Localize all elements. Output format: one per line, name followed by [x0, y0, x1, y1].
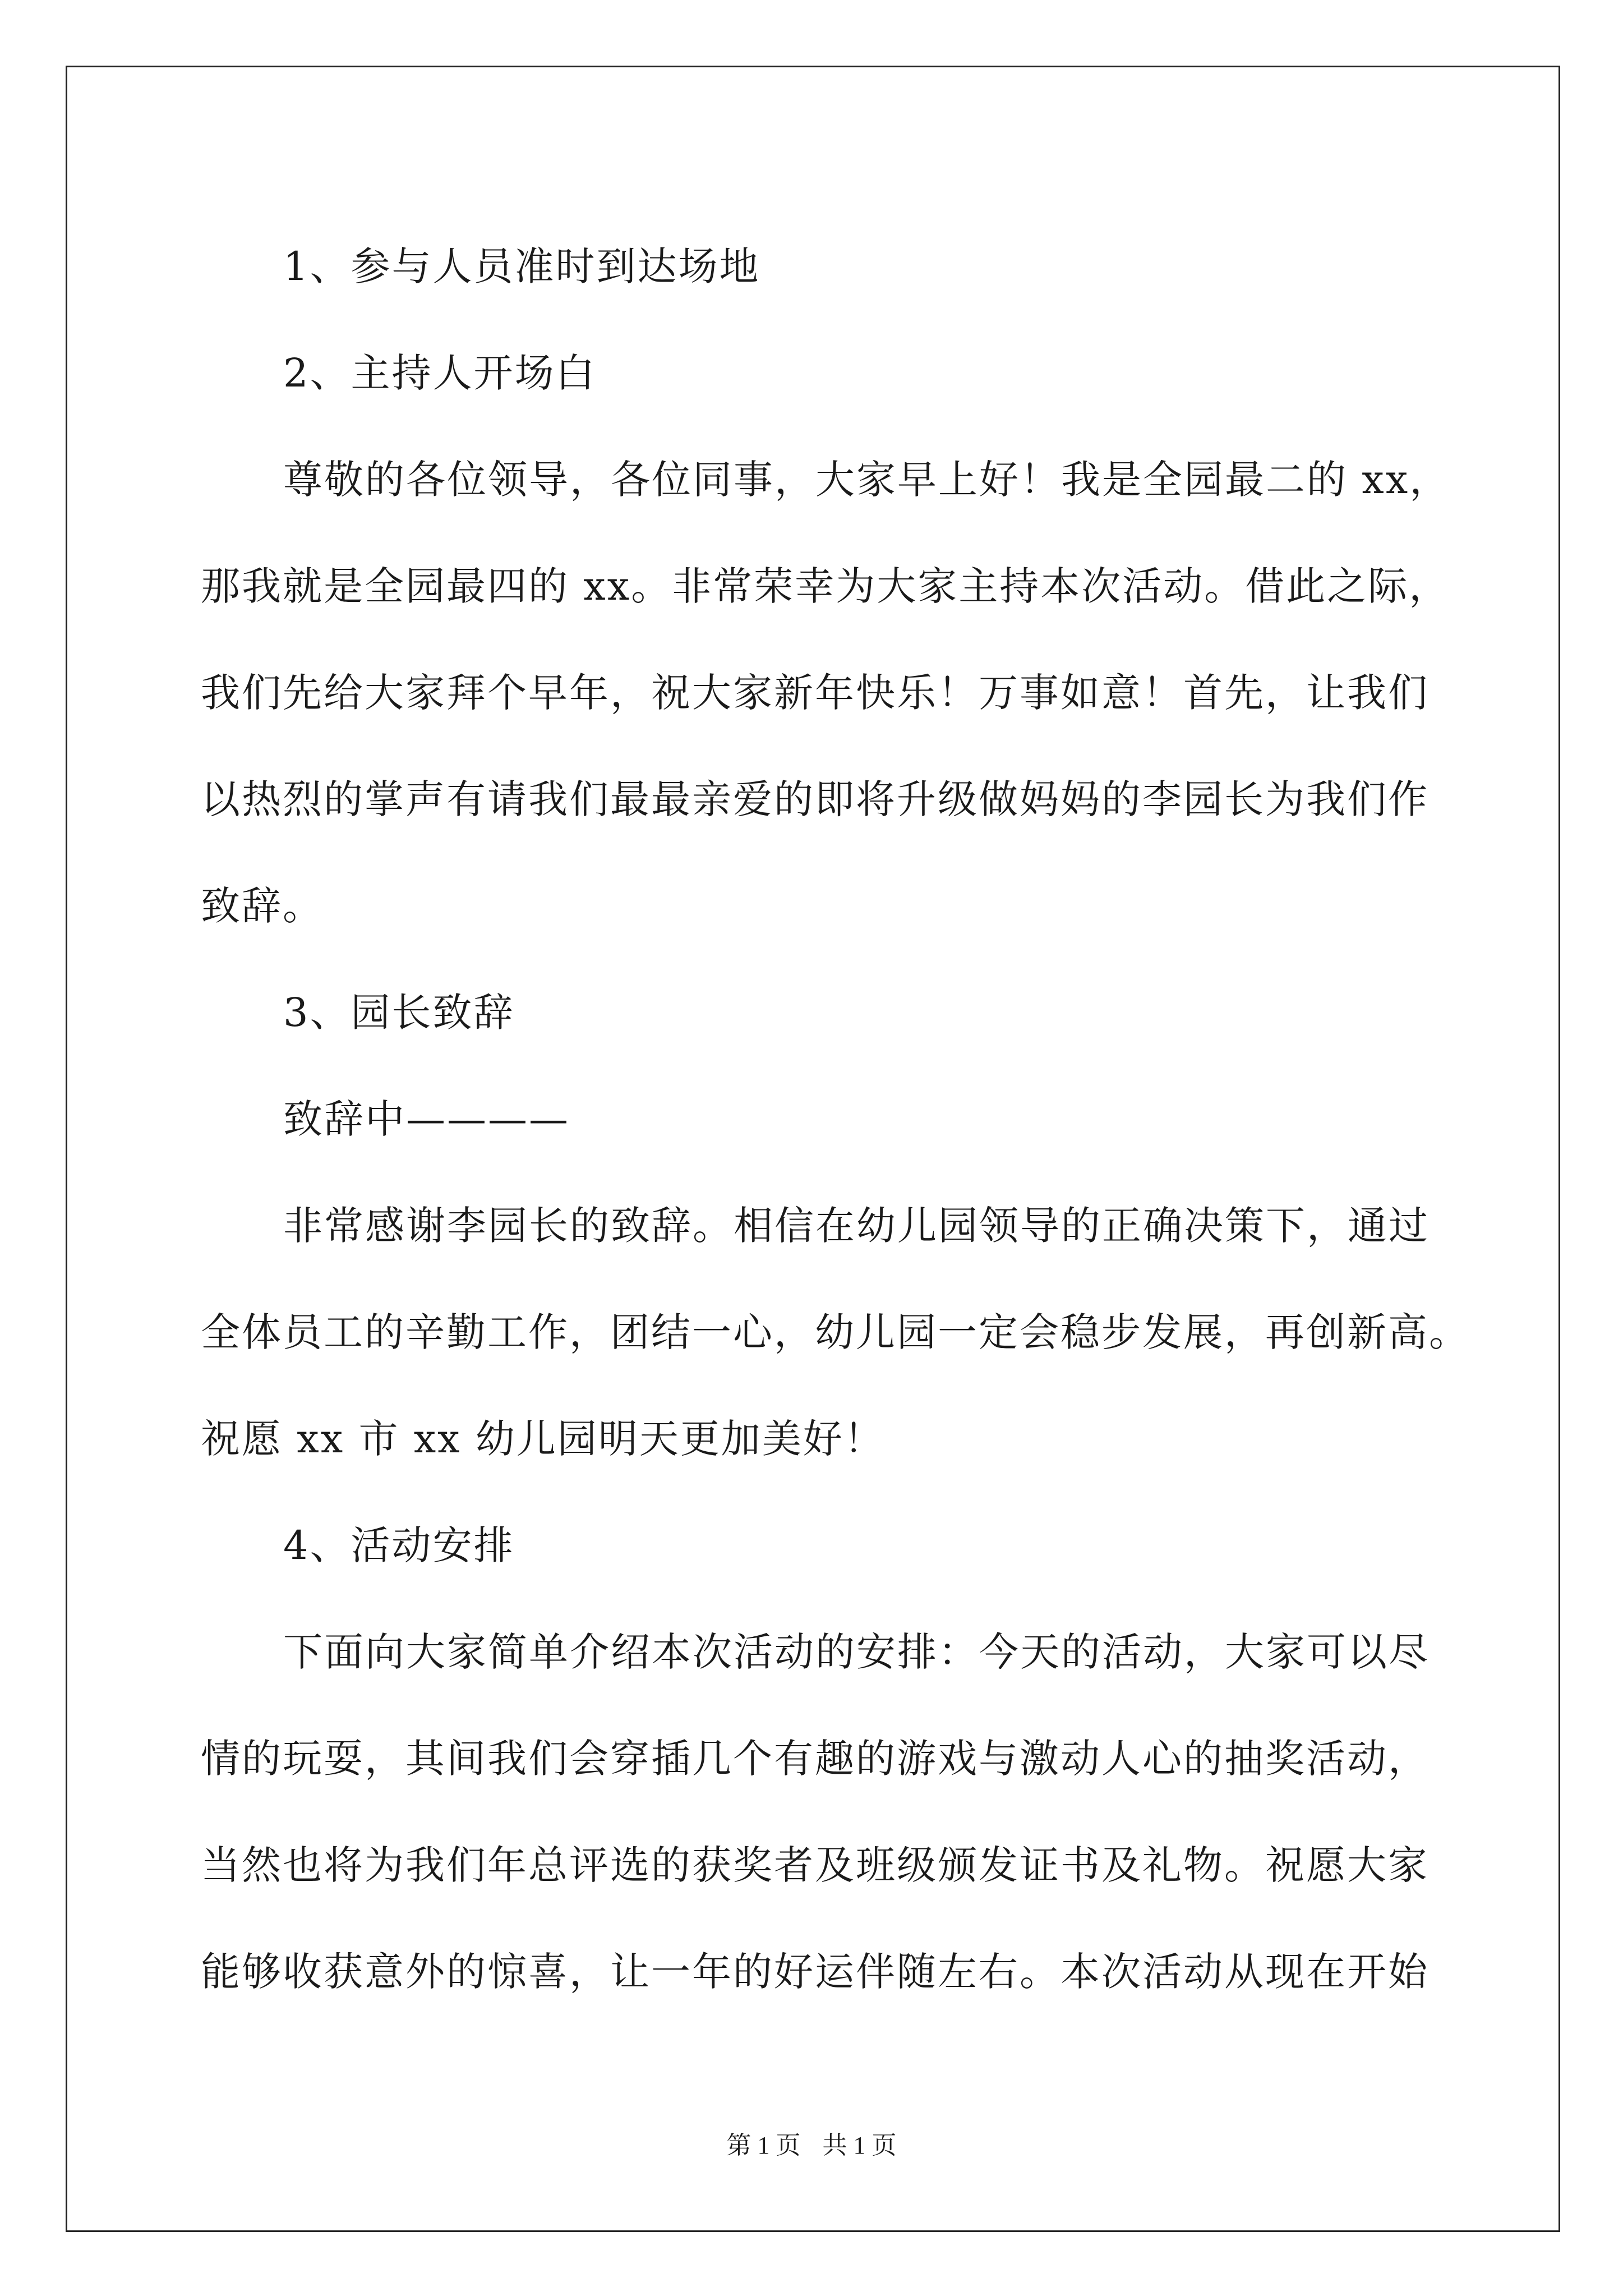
text-line: 致辞中———— — [283, 1096, 570, 1142]
text-line: 祝愿 xx 市 xx 幼儿园明天更加美好！ — [201, 1416, 885, 1462]
page-footer — [0, 2125, 1623, 2161]
list-item-arrival — [201, 213, 1457, 320]
text-line: 非常感谢李园长的致辞。相信在幼儿园领导的正确决策下，通过 — [283, 1203, 1430, 1249]
text-line: 那我就是全园最四的 xx。非常荣幸为大家主持本次活动。借此之际， — [201, 563, 1450, 609]
paragraph-opening-speech — [201, 426, 1457, 959]
paragraph-arrangement-details — [201, 1599, 1457, 2025]
text-line: 能够收获意外的惊喜，让一年的好运伴随左右。本次活动从现在开始 — [201, 1949, 1429, 1995]
text-line: 情的玩耍，其间我们会穿插几个有趣的游戏与激动人心的抽奖活动， — [201, 1736, 1429, 1782]
list-item-host-opening — [201, 320, 1457, 426]
text-line: 下面向大家简单介绍本次活动的安排：今天的活动，大家可以尽 — [283, 1629, 1430, 1675]
text-line: 以热烈的掌声有请我们最最亲爱的即将升级做妈妈的李园长为我们作 — [201, 776, 1429, 822]
text-line: 致辞。 — [201, 883, 324, 929]
page-number: 第 1 页 — [726, 2132, 801, 2159]
list-item-activity-arrangement — [201, 1492, 1457, 1599]
text-line: 4、活动安排 — [283, 1522, 515, 1568]
text-line: 尊敬的各位领导，各位同事，大家早上好！我是全园最二的 xx， — [283, 457, 1451, 503]
text-line: 2、主持人开场白 — [283, 350, 597, 396]
text-line: 3、园长致辞 — [283, 990, 515, 1036]
list-item-director-speech — [201, 959, 1457, 1066]
page-total: 共 1 页 — [822, 2132, 897, 2159]
text-line: 1、参与人员准时到达场地 — [283, 243, 760, 289]
text-line: 全体员工的辛勤工作，团结一心，幼儿园一定会稳步发展，再创新高。 — [201, 1309, 1470, 1355]
paragraph-speech-in-progress — [201, 1066, 1457, 1172]
text-line: 我们先给大家拜个早年，祝大家新年快乐！万事如意！首先，让我们 — [201, 670, 1429, 716]
text-line: 当然也将为我们年总评选的获奖者及班级颁发证书及礼物。祝愿大家 — [201, 1842, 1429, 1888]
paragraph-thanks — [201, 1172, 1470, 1492]
document-body — [201, 213, 1470, 2025]
